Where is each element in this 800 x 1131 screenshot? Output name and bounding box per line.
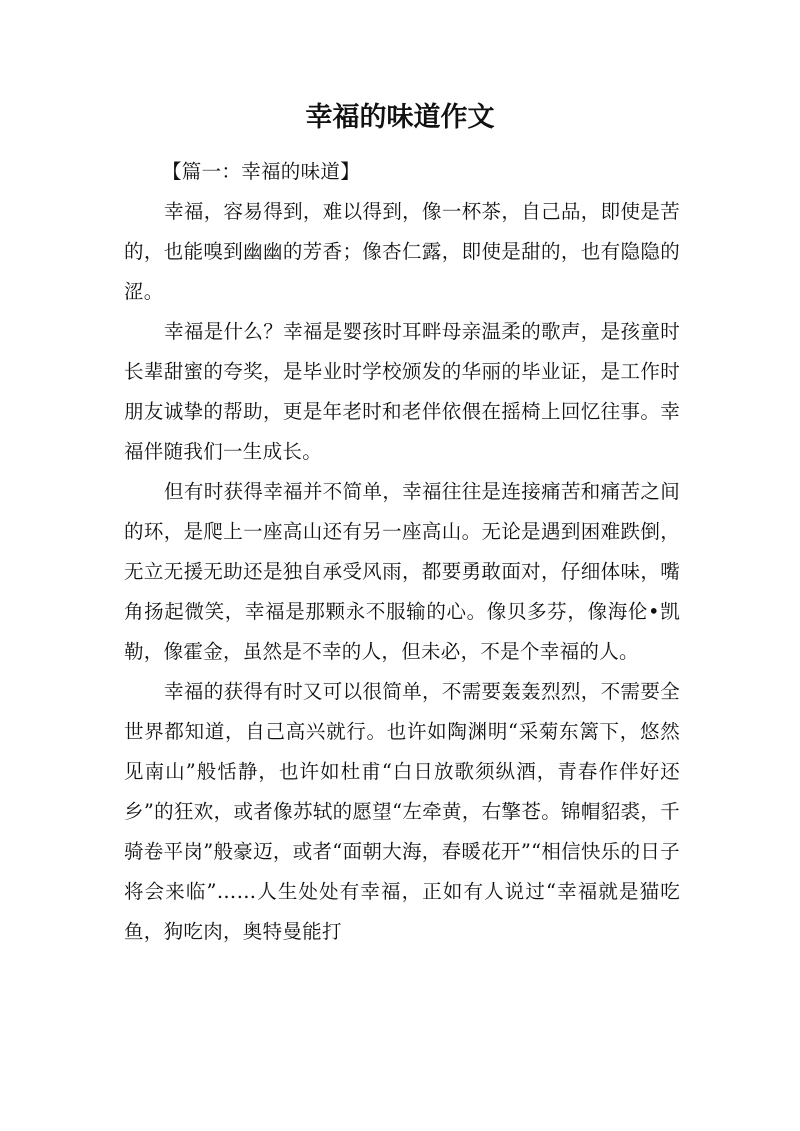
paragraph-2: 幸福是什么？幸福是婴孩时耳畔母亲温柔的歌声，是孩童时长辈甜蜜的夸奖，是毕业时学校颁发的华丽的毕业证，是工作时朋友诚挚的帮助，更是年老时和老伴依偎在摇椅上回忆往事。幸福伴随我们一生成长。 xyxy=(124,320,680,463)
document-title: 幸福的味道作文 xyxy=(305,102,495,133)
paragraph-4: 幸福的获得有时又可以很简单，不需要轰轰烈烈，不需要全世界都知道，自己高兴就行。也许如陶渊明“采菊东篱下，悠然见南山”般恬静，也许如杜甫“白日放歌须纵酒，青春作伴好还乡”的狂欢，或者像苏轼的愿望“左牵黄，右擎苍。锦帽貂裘，千骑卷平岗”般豪迈，或者“面朝大海，春暖花开”“相信快乐的日子将会来临”……人生处处有幸福，正如有人说过“幸福就是猫吃鱼，狗吃肉，奥特曼能打 xyxy=(124,680,680,943)
section-heading: 【篇一：幸福的味道】 xyxy=(162,160,361,183)
paragraph-1: 幸福，容易得到，难以得到，像一杯茶，自己品，即使是苦的，也能嗅到幽幽的芳香；像杏仁露，即使是甜的，也有隐隐的涩。 xyxy=(124,200,680,303)
document-body xyxy=(124,152,680,952)
paragraph-3: 但有时获得幸福并不简单，幸福往往是连接痛苦和痛苦之间的环，是爬上一座高山还有另一座高山。无论是遇到困难跌倒，无立无援无助还是独自承受风雨，都要勇敢面对，仔细体味，嘴角扬起微笑，幸福是那颗永不服输的心。像贝多芬，像海伦•凯勒，像霍金，虽然是不幸的人，但未必，不是个幸福的人。 xyxy=(124,480,680,663)
